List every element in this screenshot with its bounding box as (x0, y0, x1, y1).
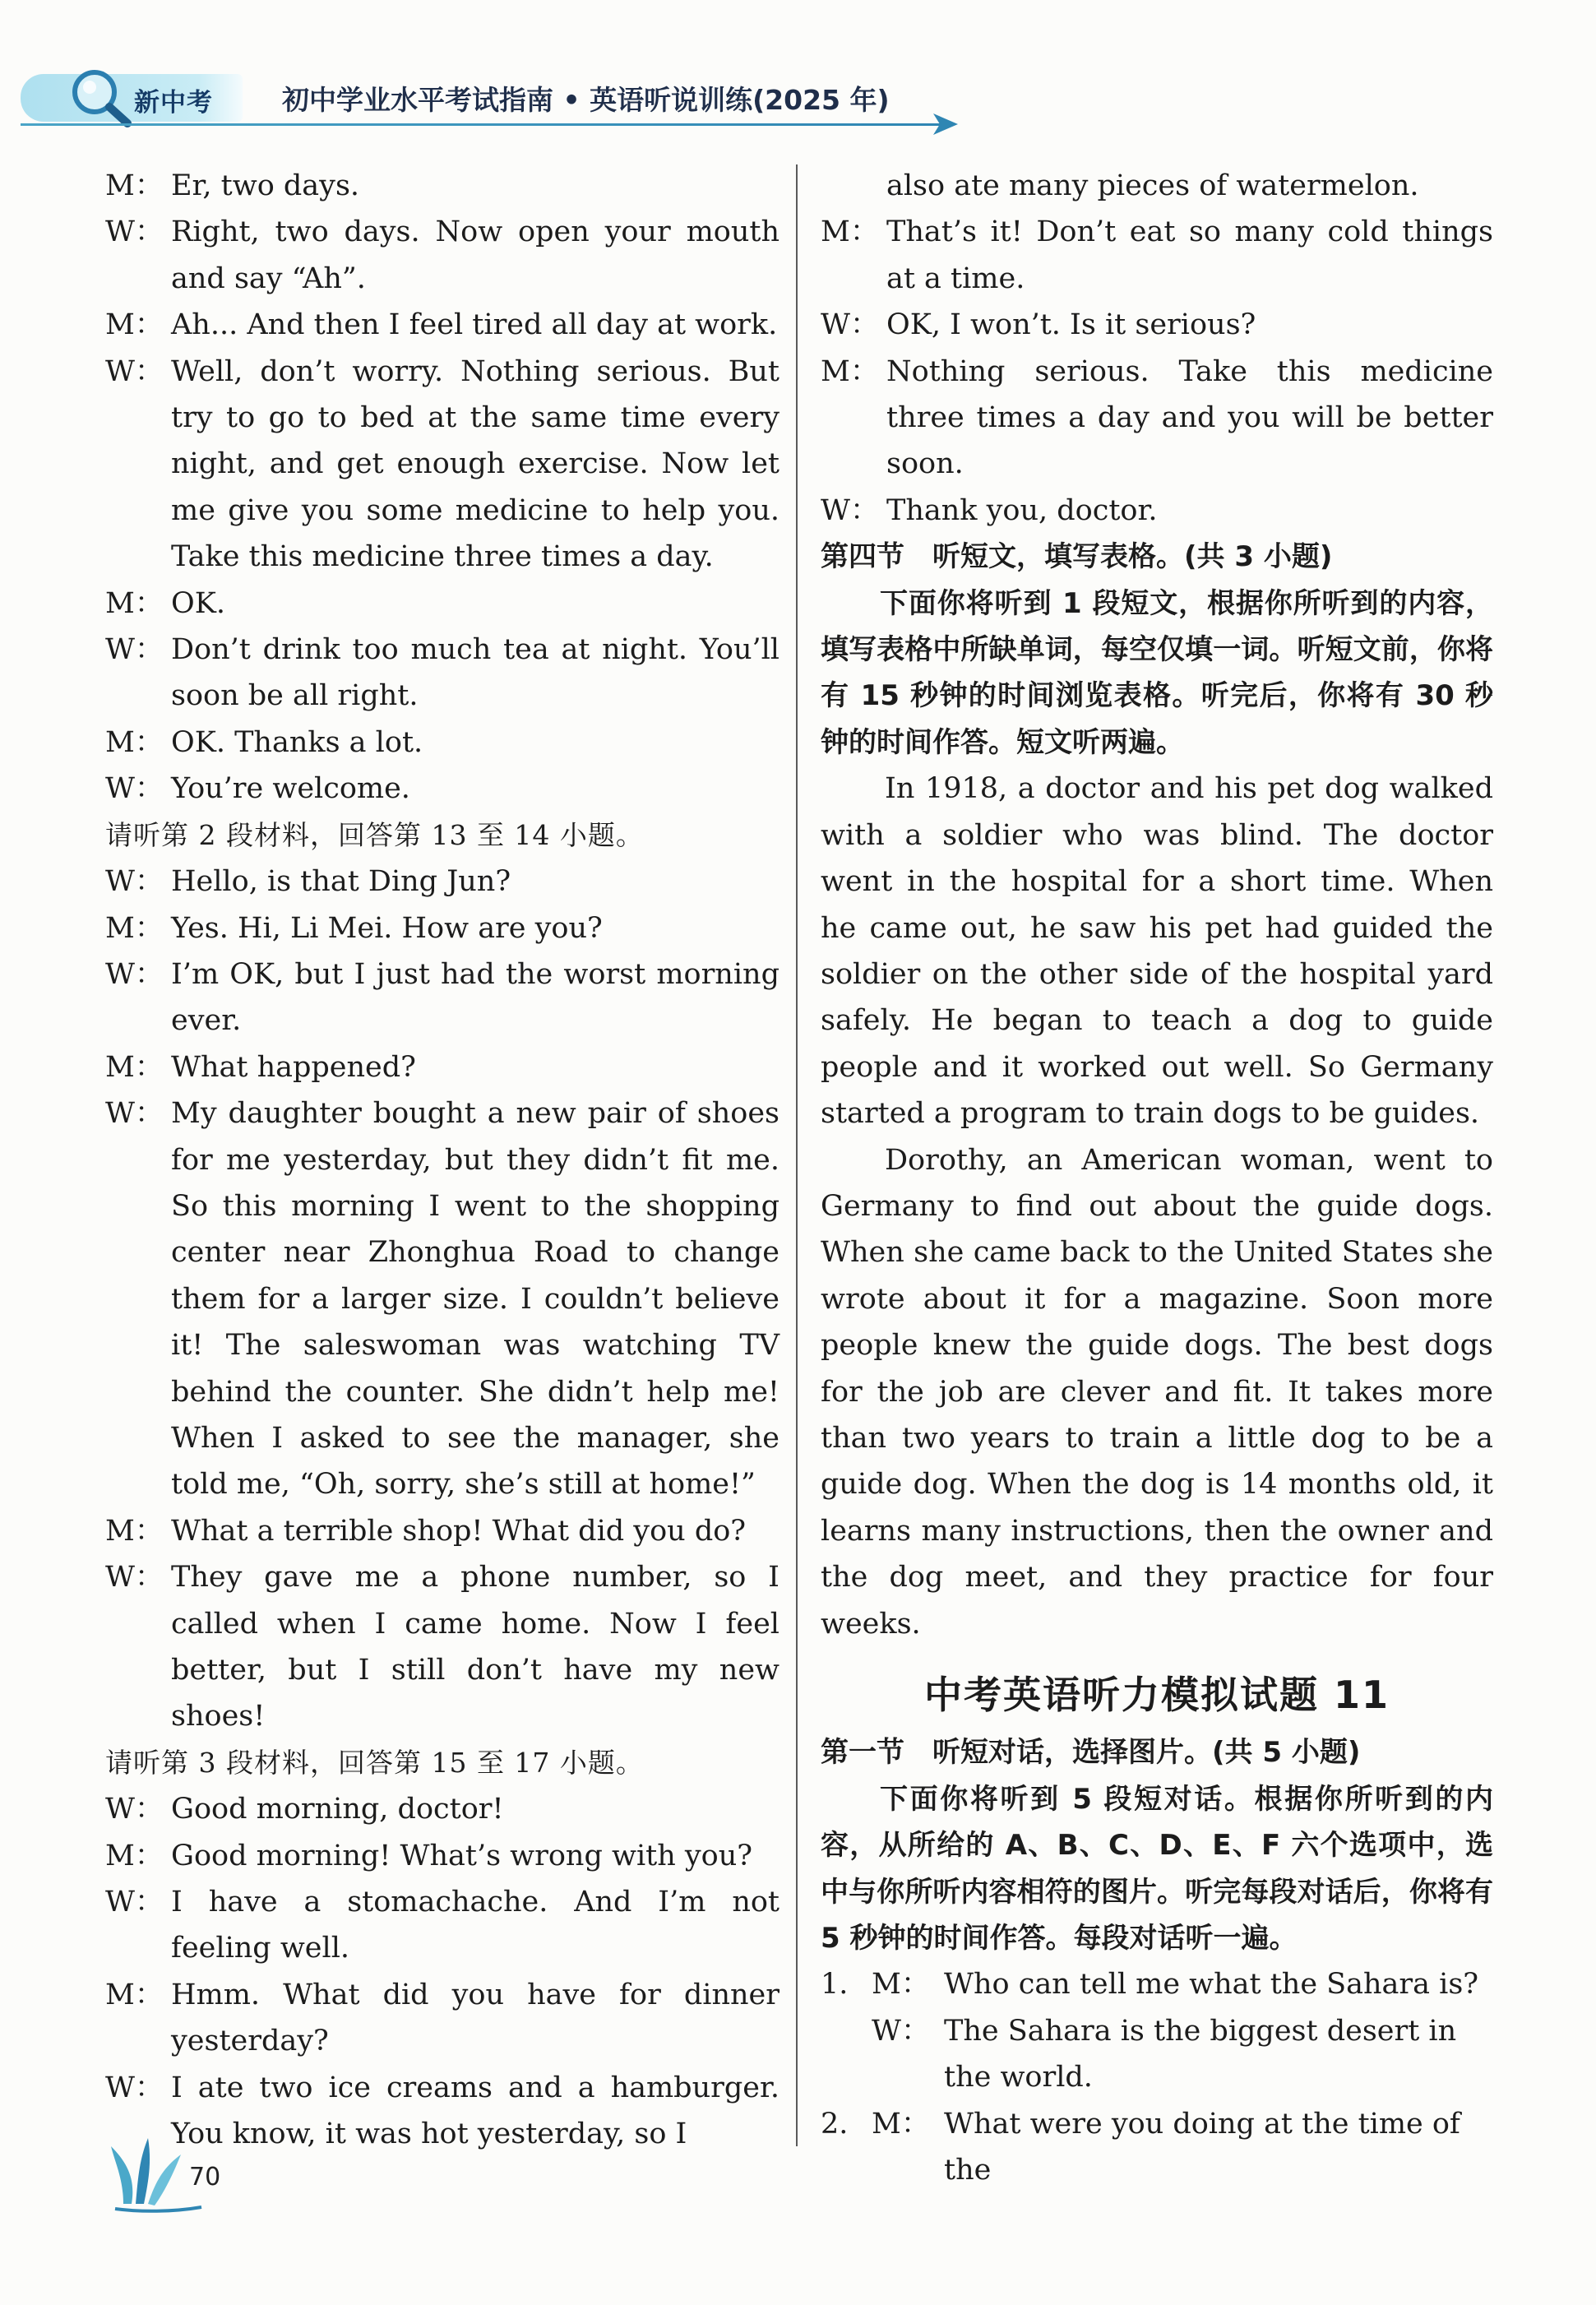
speaker-label: W： (821, 308, 879, 342)
dialogue-turn (105, 766, 779, 812)
speaker-label: M： (105, 308, 164, 342)
speaker-label: M： (872, 2107, 930, 2141)
dialogue-turn (105, 2065, 779, 2158)
dialogue-text: My daughter bought a new pair of shoes for me yesterday, but they didn’t fit me. So this morning I went to the shopping center near Zhonghua Road to change them for a larger size. I couldn’t believe it! The saleswoman was watching TV behind the counter. She didn’t help me! When I asked to see the manager, she told me, “Oh, sorry, she’s still at home!” (171, 1097, 779, 1502)
section-four-title: 第四节 听短文，填写表格。(共 3 小题) (821, 540, 1333, 574)
dialogue-turn (105, 627, 779, 720)
passage-paragraph-2: Dorothy, an American woman, went to Germany to find out about the guide dogs. When she came back to the United States she wrote about it for a magazine. Soon more people knew the guide dogs. The best dogs for the job are clever and fit. It takes more than two years to train a little dog to be a guide dog. When the dog is 14 months old, it learns many instructions, then the owner and the dog meet, and they practice for four weeks. (821, 1143, 1493, 1641)
dialogue-text: OK, I won’t. Is it serious? (886, 308, 1256, 342)
dialogue-turn (105, 302, 779, 348)
dialogue-turn (105, 581, 779, 627)
header-rule (21, 123, 941, 126)
dialogue-text: You’re welcome. (171, 772, 410, 806)
badge-label: 新中考 (134, 88, 213, 118)
speaker-label: M： (105, 1514, 164, 1548)
book-title: 初中学业水平考试指南 • 英语听说训练(2025 年) (282, 84, 890, 116)
question-2-m (821, 2101, 1493, 2194)
magnifier-icon (62, 64, 144, 130)
question-1-m (821, 1961, 1493, 2007)
dialogue-turn (105, 1786, 779, 1832)
dialogue-text: Yes. Hi, Li Mei. How are you? (171, 911, 603, 945)
dialogue-text: also ate many pieces of watermelon. (886, 169, 1419, 202)
material-note: 请听第 3 段材料，回答第 15 至 17 小题。 (105, 1746, 644, 1779)
dialogue-turn (105, 1879, 779, 1972)
dialogue-turn (105, 951, 779, 1044)
question-number: 2. (821, 2107, 849, 2141)
dialogue-text: The Sahara is the biggest desert in the world. (944, 2014, 1457, 2094)
dialogue-continuation (821, 163, 1493, 209)
dialogue-turn (105, 209, 779, 302)
speaker-label: W： (105, 1793, 164, 1826)
speaker-label: W： (105, 354, 164, 388)
dialogue-text: Thank you, doctor. (886, 493, 1158, 527)
dialogue-turn (105, 1044, 779, 1090)
speaker-label: M： (105, 169, 164, 202)
passage-paragraph-1: In 1918, a doctor and his pet dog walked with a soldier who was blind. The doctor went in the hospital for a short time. When he came out, he saw his pet had guided the soldier on the other side of the hospital yard safely. He began to teach a dog to guide people and it worked out well. So Germany started a program to train dogs to be guides. (821, 772, 1493, 1131)
dialogue-turn (105, 1833, 779, 1879)
page-header (21, 64, 954, 130)
dialogue-text: Good morning! What’s wrong with you? (171, 1839, 753, 1872)
dialogue-text: I ate two ice creams and a hamburger. You know, it was hot yesterday, so I (171, 2071, 779, 2151)
section-four-instructions: 下面你将听到 1 段短文，根据你所听到的内容，填写表格中所缺单词，每空仅填一词。听短文前，你将有 15 秒钟的时间浏览表格。听完后，你将有 30 秒钟的时间作答。短文听两遍。 (821, 586, 1493, 759)
dialogue-text: Who can tell me what the Sahara is? (944, 1968, 1479, 2002)
speaker-label: W： (105, 215, 164, 249)
dialogue-text: Hmm. What did you have for dinner yesterday? (171, 1978, 779, 2058)
speaker-label: M： (105, 725, 164, 759)
speaker-label: W： (105, 1886, 164, 1919)
dialogue-text: Don’t drink too much tea at night. You’ll soon be all right. (171, 633, 779, 713)
dialogue-turn (821, 488, 1493, 534)
speaker-label: W： (872, 2014, 930, 2048)
section-one-instructions: 下面你将听到 5 段短对话。根据你所听到的内容，从所给的 A、B、C、D、E、F 六个选项中，选中与你所听内容相符的图片。听完每段对话后，你将有 5 秒钟的时间作答。每段对话听一遍。 (821, 1782, 1493, 1956)
speaker-label: M： (821, 354, 879, 388)
dialogue-text: That’s it! Don’t eat so many cold things at a time. (886, 215, 1493, 295)
page-number: 70 (189, 2163, 221, 2192)
dialogue-text: What a terrible shop! What did you do? (171, 1514, 747, 1548)
dialogue-text: I have a stomachache. And I’m not feeling well. (171, 1886, 779, 1965)
speaker-label: M： (105, 1978, 164, 2011)
speaker-label: W： (105, 957, 164, 991)
dialogue-turn (105, 349, 779, 581)
dialogue-text: Well, don’t worry. Nothing serious. But try to go to bed at the same time every night, and get enough exercise. Now let me give you some medicine to help you. Take this medicine three times a day. (171, 354, 779, 574)
section-one-title: 第一节 听短对话，选择图片。(共 5 小题) (821, 1736, 1361, 1770)
left-column (105, 163, 779, 2157)
dialogue-turn (821, 302, 1493, 348)
column-divider (796, 164, 798, 2146)
dialogue-turn (105, 859, 779, 905)
speaker-label: M： (105, 911, 164, 945)
speaker-label: M： (821, 215, 879, 249)
speaker-label: W： (105, 2071, 164, 2104)
dialogue-text: Ah... And then I feel tired all day at work. (171, 308, 778, 342)
speaker-label: W： (105, 1561, 164, 1595)
dialogue-turn (105, 1090, 779, 1508)
dialogue-text: OK. (171, 586, 225, 620)
dialogue-text: They gave me a phone number, so I called when I came home. Now I feel better, but I still don’t have my new shoes! (171, 1561, 779, 1733)
material-note: 请听第 2 段材料，回答第 13 至 14 小题。 (105, 818, 644, 851)
dialogue-text: Nothing serious. Take this medicine three times a day and you will be better soon. (886, 354, 1493, 481)
dialogue-text: What happened? (171, 1050, 416, 1084)
dialogue-turn (105, 720, 779, 766)
dialogue-text: Good morning, doctor! (171, 1793, 504, 1826)
test-title: 中考英语听力模拟试题 11 (923, 1673, 1390, 1717)
dialogue-text: I’m OK, but I just had the worst morning ever. (171, 957, 779, 1038)
dialogue-turn (105, 1972, 779, 2065)
arrow-icon (933, 113, 958, 135)
dialogue-text: What were you doing at the time of the (944, 2107, 1460, 2187)
dialogue-text: Hello, is that Ding Jun? (171, 865, 511, 899)
speaker-label: M： (105, 1050, 164, 1084)
speaker-label: W： (821, 493, 879, 527)
dialogue-turn (105, 905, 779, 951)
dialogue-turn (105, 1508, 779, 1554)
dialogue-text: Er, two days. (171, 169, 360, 202)
speaker-label: M： (105, 1839, 164, 1872)
question-number: 1. (821, 1968, 849, 2002)
dialogue-turn (821, 349, 1493, 488)
speaker-label: W： (105, 772, 164, 806)
dialogue-turn (105, 163, 779, 209)
dialogue-text: Right, two days. Now open your mouth and say “Ah”. (171, 215, 779, 295)
dialogue-turn (105, 1554, 779, 1740)
speaker-label: M： (105, 586, 164, 620)
dialogue-turns (821, 209, 1493, 534)
question-1-w (821, 2008, 1493, 2101)
dialogue-turn (821, 209, 1493, 302)
speaker-label: W： (105, 1097, 164, 1131)
right-column (821, 163, 1493, 2193)
speaker-label: W： (105, 633, 164, 667)
speaker-label: M： (872, 1968, 930, 2002)
speaker-label: W： (105, 865, 164, 899)
dialogue-text: OK. Thanks a lot. (171, 725, 423, 759)
